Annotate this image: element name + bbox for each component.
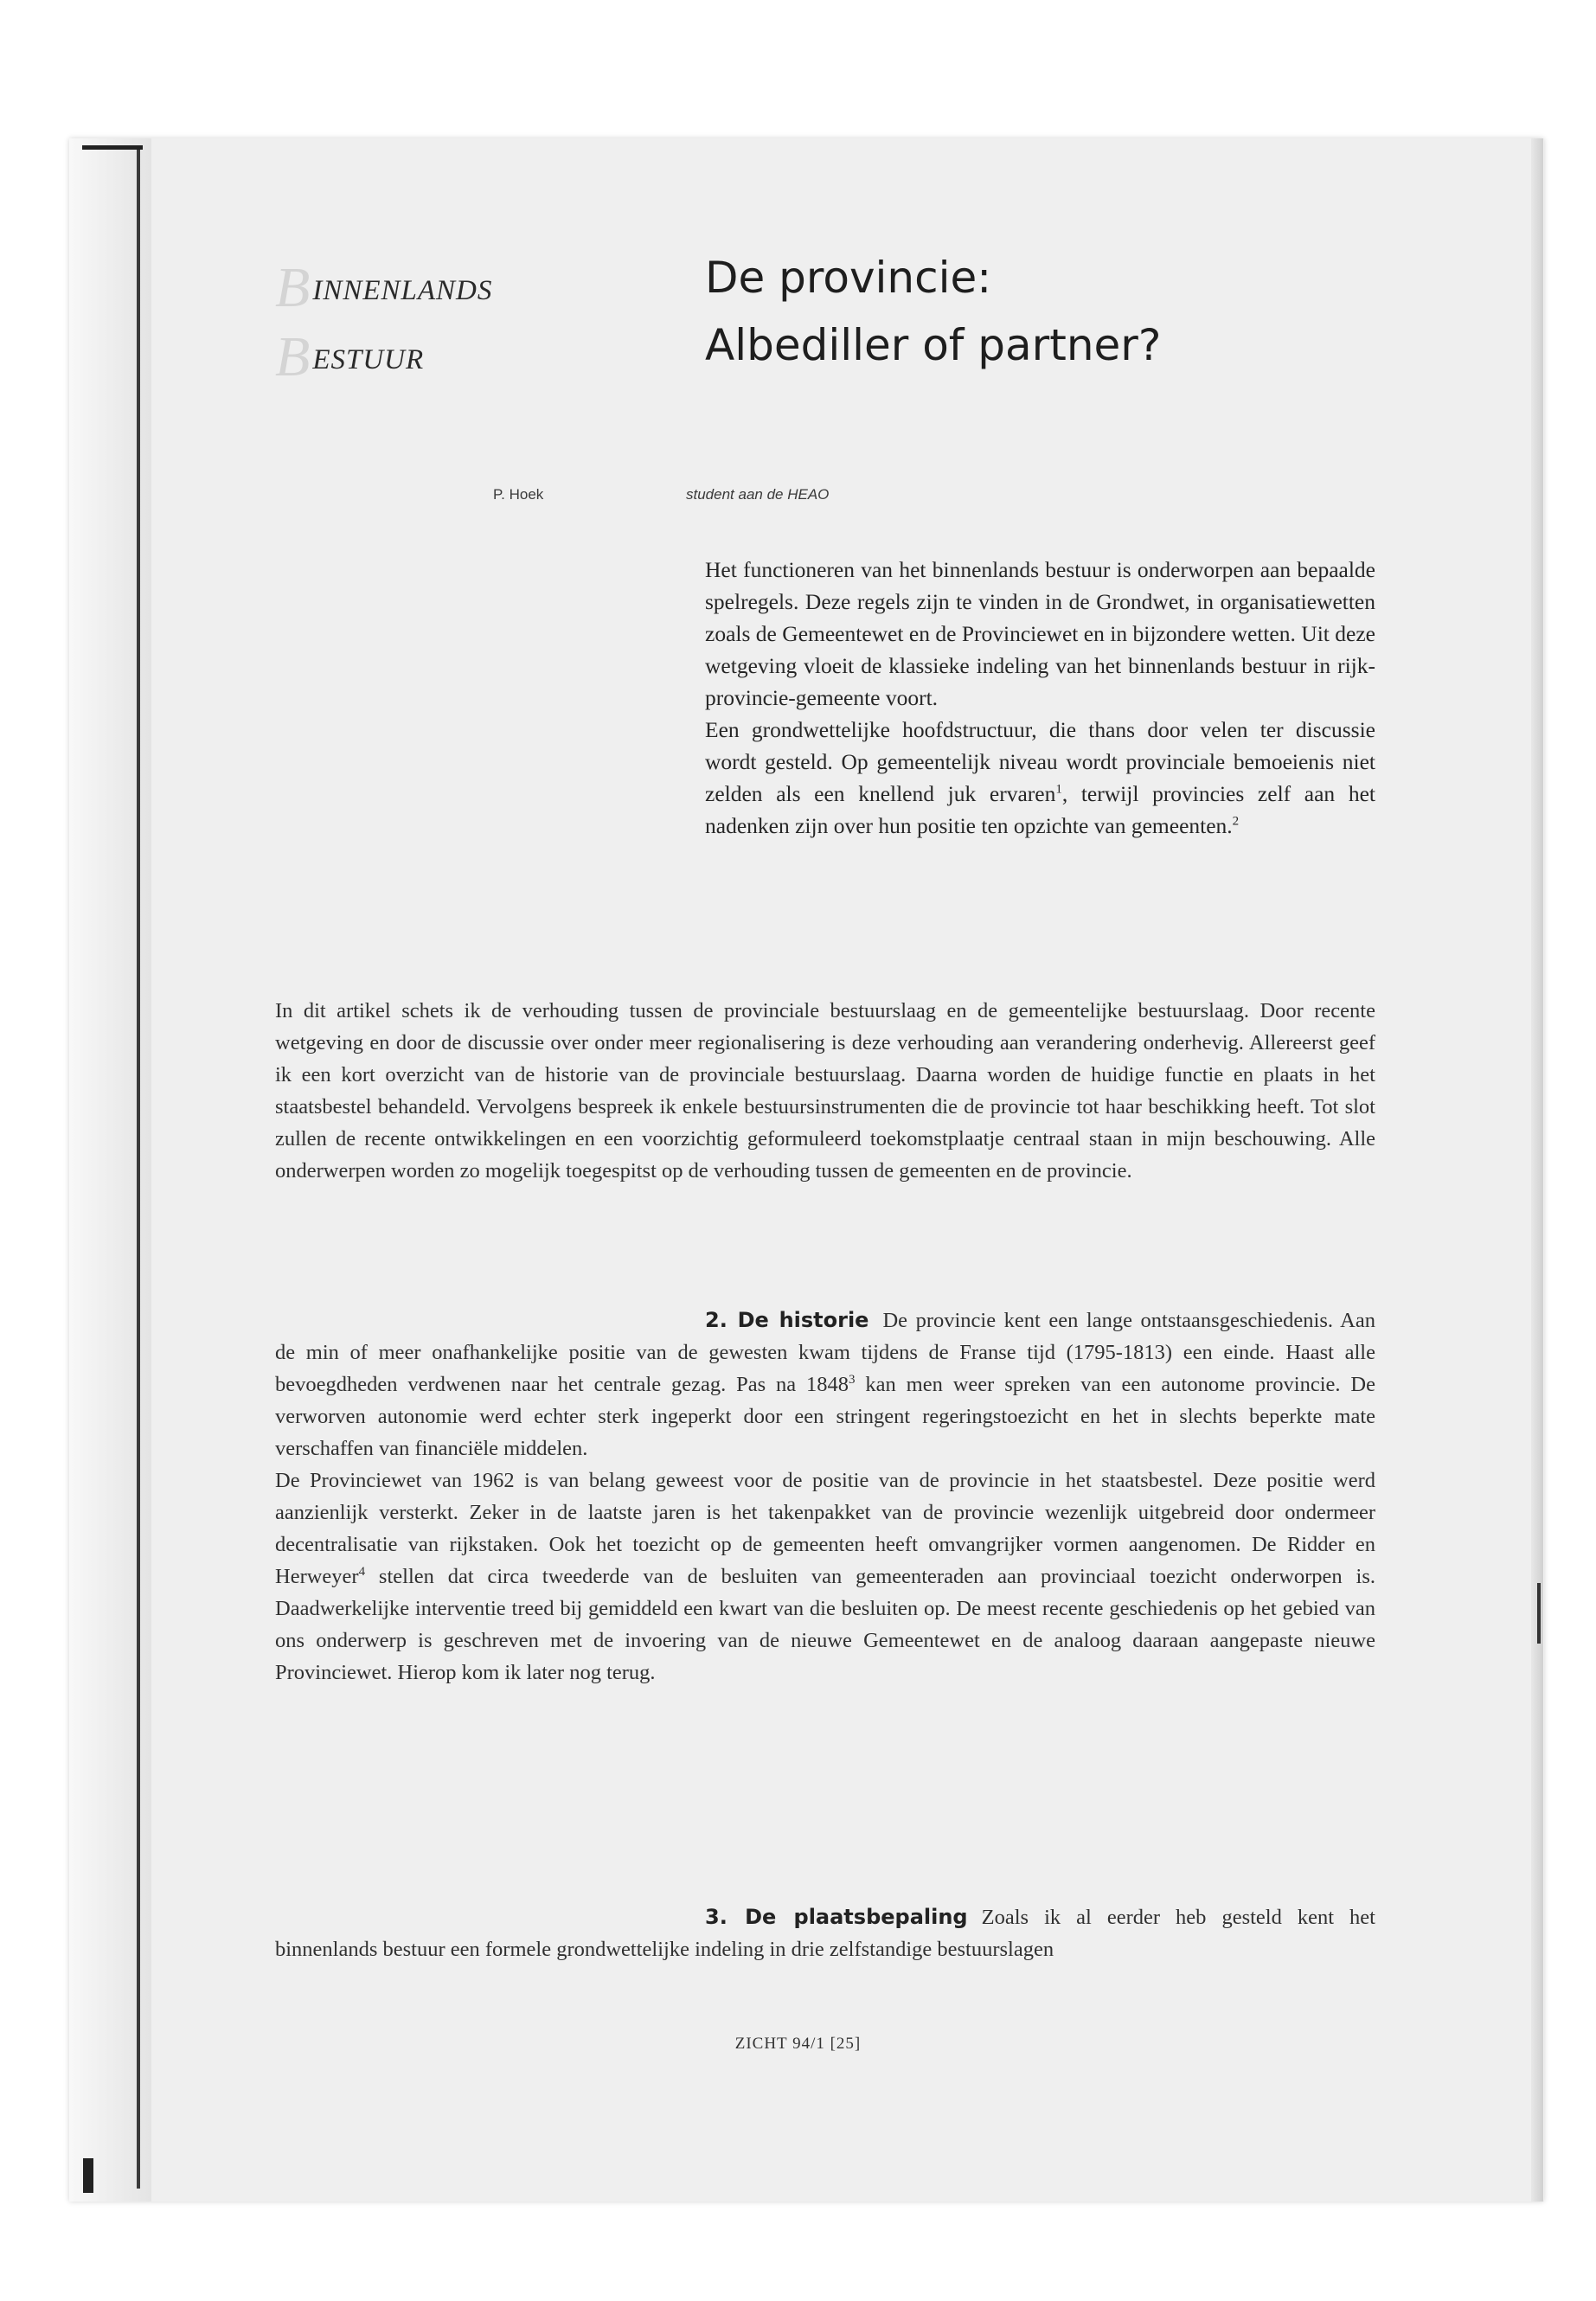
page-footer: ZICHT 94/1 [25] — [734, 2035, 862, 2053]
author-role: student aan de HEAO — [686, 486, 830, 503]
article-title-line-2: Albediller of partner? — [705, 320, 1162, 370]
section-rubric — [275, 247, 493, 388]
historie-paragraph-2 — [275, 1465, 1375, 1689]
section-plaatsbepaling — [275, 1901, 1375, 1965]
section-heading-plaatsbepaling: 3. De plaatsbepaling — [705, 1905, 968, 1929]
rubric-line-1 — [275, 247, 493, 319]
lead-text-a: Een grondwettelijke hoofdstructuur, die thans door velen ter discussie wordt gesteld. Op gemeentelijk niveau wordt provinciale bemoeienis niet zelden als een knellend juk ervaren — [705, 717, 1375, 806]
lead-paragraph — [705, 554, 1375, 842]
footnote-ref-4: 4 — [358, 1564, 366, 1579]
plaatsbepaling-text: Zoals ik al eerder heb gesteld kent het binnenlands bestuur een formele grondwettelijke indeling in drie zelfstandige bestuurslagen — [275, 1906, 1375, 1961]
article-title — [705, 244, 1161, 379]
historie-text-a: De provincie kent een lange ontstaansgeschiedenis. Aan de min of meer onafhankelijke positie van de gewesten kwam tijdens de Franse tijd (1795-1813) een einde. Haast alle bevoegdheden verdwenen naar het centrale gezag. Pas na 1848 — [275, 1309, 1376, 1396]
section-historie — [275, 1304, 1375, 1689]
intro-section — [275, 995, 1375, 1187]
intro-paragraph: In dit artikel schets ik de verhouding tussen de provinciale bestuurslaag en de gemeentelijke bestuurslaag. Door recente wetgeving en door de discussie over onder meer regionalisering is deze verhouding aan verandering onderhevig. Allereerst geef ik een kort overzicht van de historie van de provinciale bestuurslaag. Daarna worden de huidige functie en plaats in het staatsbestel behandeld. Vervolgens bespreek ik enkele bestuursinstrumenten die de provincie tot haar beschikking heeft. Tot slot zullen de recente ontwikkelingen en een voorzichtig geformuleerd toekomstplaatje centraal staan in mijn beschouwing. Alle onderwerpen worden zo mogelijk toegespitst op de verhouding tussen de gemeenten en de provincie. — [275, 999, 1375, 1183]
rubric-initial-2: B — [275, 325, 311, 388]
historie-text-b: kan men weer spreken van een autonome provincie. De verworven autonomie werd echter sterk ingeperkt door een stringent regeringstoezicht en het in slechts beperkte mate verschaffen van financiële middelen. — [275, 1373, 1375, 1460]
historie-paragraph-1 — [275, 1304, 1375, 1465]
lead-paragraph-2 — [705, 714, 1375, 842]
page-edge-mark — [1537, 1583, 1541, 1644]
historie-text-d: stellen dat circa tweederde van de besluiten van gemeenteraden aan provinciaal toezicht onderworpen is. Daadwerkelijke interventie treed bij gemiddeld een kwart van die besluiten op. De meest recente geschiedenis op het gebied van ons onderwerp is geschreven met de invoering van de nieuwe Gemeentewet en de analoog daaraan aangepaste nieuwe Provinciewet. Hierop kom ik later nog terug. — [275, 1565, 1375, 1684]
binding-mark-bottom — [83, 2158, 93, 2193]
plaatsbepaling-paragraph-1 — [275, 1901, 1375, 1965]
rubric-text-2: ESTUUR — [312, 344, 425, 375]
lead-text-b: , terwijl provincies zelf aan het nadenken zijn over hun positie ten opzichte van gemeenten. — [705, 781, 1375, 838]
historie-text-c: De Provinciewet van 1962 is van belang geweest voor de positie van de provincie in het staatsbestel. Deze positie werd aanzienlijk versterkt. Zeker in de laatste jaren is het takenpakket van de provincie wezenlijk uitgebreid door ondermeer decentralisatie van rijkstaken. Ook het toezicht op de gemeenten heeft omvangrijker vormen aangenomen. De Ridder en Herweyer — [275, 1469, 1375, 1588]
rubric-initial-1: B — [275, 256, 311, 319]
binding-mark-top — [82, 145, 143, 150]
footnote-ref-1: 1 — [1055, 782, 1062, 797]
page-right-edge — [1531, 138, 1543, 2202]
section-heading-historie: 2. De historie — [705, 1308, 869, 1332]
footnote-ref-2: 2 — [1232, 814, 1240, 829]
binding-line — [137, 147, 140, 2189]
article-title-line-1: De provincie: — [705, 253, 992, 303]
rubric-text-1: INNENLANDS — [312, 275, 493, 306]
lead-paragraph-1: Het functioneren van het binnenlands bestuur is onderworpen aan bepaalde spelregels. Deze regels zijn te vinden in de Grondwet, in organisatiewetten zoals de Gemeentewet en de Provinciewet en in bijzondere wetten. Uit deze wetgeving vloeit de klassieke indeling van het binnenlands bestuur in rijk-provincie-gemeente voort. — [705, 557, 1375, 710]
author-name: P. Hoek — [493, 486, 544, 503]
footnote-ref-3: 3 — [849, 1372, 856, 1387]
rubric-line-2 — [275, 316, 492, 388]
